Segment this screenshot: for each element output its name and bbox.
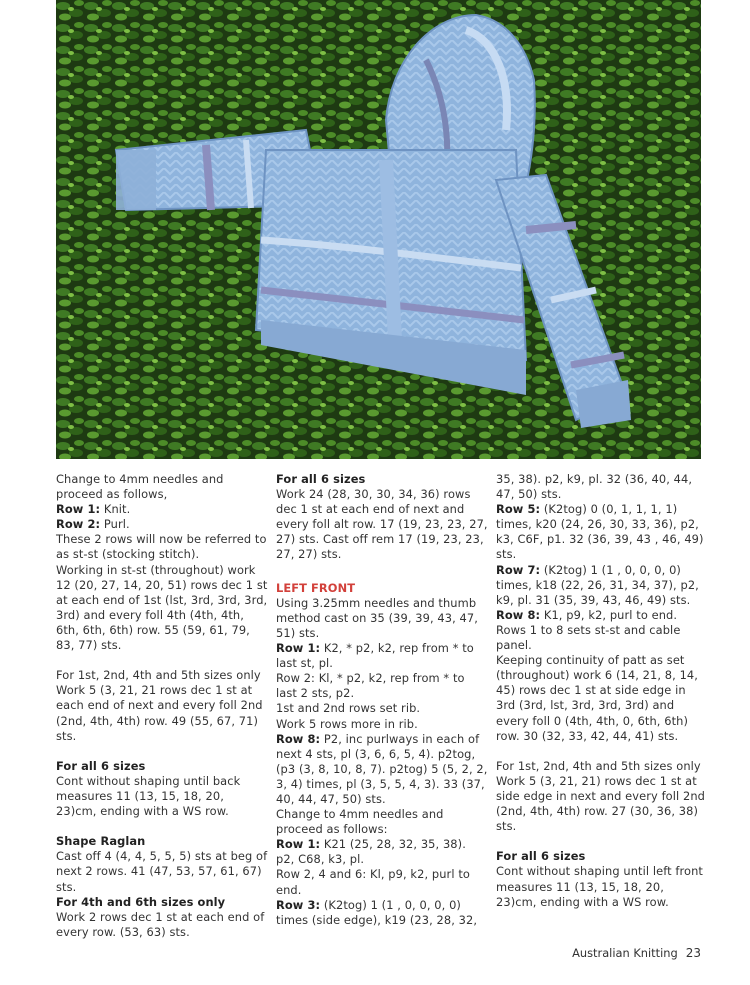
row-instruction: Row 1: Knit. bbox=[56, 502, 131, 517]
paragraph: Cont without shaping until back measures 11 (13, 15, 18, 20, 23)cm, ending with a WS row. bbox=[56, 773, 241, 819]
subheading: For all 6 sizes bbox=[496, 849, 586, 864]
subheading: For 4th and 6th sizes only bbox=[56, 894, 226, 909]
text-column-2 bbox=[276, 472, 488, 928]
text-column-1 bbox=[56, 472, 268, 940]
subheading: For all 6 sizes bbox=[276, 472, 366, 486]
paragraph: Change to 4mm needles and proceed as follows: bbox=[276, 807, 444, 837]
row-instruction: Row 2: Purl. bbox=[56, 517, 130, 532]
paragraph: Cont without shaping until left front measures 11 (13, 15, 18, 20, 23)cm, ending with a WS row. bbox=[496, 864, 703, 909]
row-instruction: Row 8: P2, inc purlways in each of next 4 sts, pl (3, 6, 6, 5, 4). p2tog, (p3 (3, 8, 10, 8, 7). p2tog) 5 (5, 2, 2, 3, 4) times, pl (3, 5, 5, 4, 3). 33 (37, 40, 44, 47, 50) sts. bbox=[276, 731, 488, 806]
paragraph: Cast off 4 (4, 4, 5, 5, 5) sts at beg of next 2 rows. 41 (47, 53, 57, 61, 67) sts. bbox=[56, 849, 268, 894]
publication-title: Australian Knitting bbox=[572, 946, 678, 960]
paragraph: Work 5 rows more in rib. bbox=[276, 716, 418, 731]
row-instruction: Row 5: (K2tog) 0 (0, 1, 1, 1, 1) times, k20 (24, 26, 30, 33, 36), p2, k3, C6F, p1. 32 (36, 39, 43 , 46, 49) sts. bbox=[496, 502, 704, 562]
row-instruction: Row 1: K21 (25, 28, 32, 35, 38). p2, C68, k3, pl. bbox=[276, 837, 466, 867]
paragraph: Work 24 (28, 30, 30, 34, 36) rows dec 1 st at each end of next and every foll alt row. 17 (19, 23, 23, 27, 27) sts. Cast off rem 17 (19, 23, 23, 27, 27) sts. bbox=[276, 487, 488, 562]
row-instruction: Row 8: K1, p9, k2, purl to end. bbox=[496, 607, 678, 622]
paragraph: Work 2 rows dec 1 st at each end of every row. (53, 63) sts. bbox=[56, 909, 265, 939]
subheading: For all 6 sizes bbox=[56, 758, 146, 773]
paragraph: Row 2: Kl, * p2, k2, rep from * to last 2 sts, p2. bbox=[276, 671, 465, 701]
text-column-3 bbox=[496, 472, 708, 910]
paragraph: 35, 38). p2, k9, pl. 32 (36, 40, 44, 47, 50) sts. bbox=[496, 472, 693, 502]
page-footer bbox=[560, 946, 701, 960]
row-instruction: Row 1: K2, * p2, k2, rep from * to last st, pl. bbox=[276, 641, 474, 671]
page-number: 23 bbox=[685, 946, 701, 960]
subheading: Shape Raglan bbox=[56, 834, 146, 849]
paragraph: Using 3.25mm needles and thumb method cast on 35 (39, 39, 43, 47, 51) sts. bbox=[276, 595, 478, 640]
paragraph: For 1st, 2nd, 4th and 5th sizes only Work 5 (3, 21, 21 rows dec 1 st at each end of next and every foll 2nd (2nd, 4th, 4th) row. 49 (55, 67, 71) sts. bbox=[56, 668, 263, 743]
paragraph: Change to 4mm needles and proceed as follows, bbox=[56, 472, 224, 502]
paragraph: Row 2, 4 and 6: Kl, p9, k2, purl to end. bbox=[276, 867, 470, 897]
paragraph: Working in st-st (throughout) work 12 (20, 27, 14, 20, 51) rows dec 1 st at each end of 1st (lst, 3rd, 3rd, 3rd, 3rd) and every foll 4th (4th, 4th, 6th, 6th, 6th) row. 55 (59, 61, 79, 83, 77) sts. bbox=[56, 562, 268, 653]
cardigan-illustration bbox=[56, 0, 701, 459]
row-instruction: Row 7: (K2tog) 1 (1 , 0, 0, 0, 0) times, k18 (22, 26, 31, 34, 37), p2, k9, pl. 31 (35, 39, 43, 46, 49) sts. bbox=[496, 562, 699, 607]
paragraph: Keeping continuity of patt as set (throughout) work 6 (14, 21, 8, 14, 45) rows dec 1 st at side edge in 3rd (3rd, lst, 3rd, 3rd, 3rd) and every foll 0 (4th, 4th, 0, 6th, 6th) row. 30 (32, 33, 42, 44, 41) sts. bbox=[496, 653, 698, 743]
paragraph: These 2 rows will now be referred to as st-st (stocking stitch). bbox=[56, 532, 267, 562]
hooded-baby-cardigan-photo bbox=[56, 0, 701, 459]
paragraph: For 1st, 2nd, 4th and 5th sizes only Work 5 (3, 21, 21) rows dec 1 st at side edge in next and every foll 2nd (2nd, 4th, 4th) row. 27 (30, 36, 38) sts. bbox=[496, 758, 705, 834]
paragraph: Rows 1 to 8 sets st-st and cable panel. bbox=[496, 622, 681, 653]
paragraph: 1st and 2nd rows set rib. bbox=[276, 701, 421, 716]
section-heading-left-front: LEFT FRONT bbox=[276, 580, 356, 595]
row-instruction: Row 3: (K2tog) 1 (1 , 0, 0, 0, 0) times (side edge), k19 (23, 28, 32, bbox=[276, 897, 478, 927]
